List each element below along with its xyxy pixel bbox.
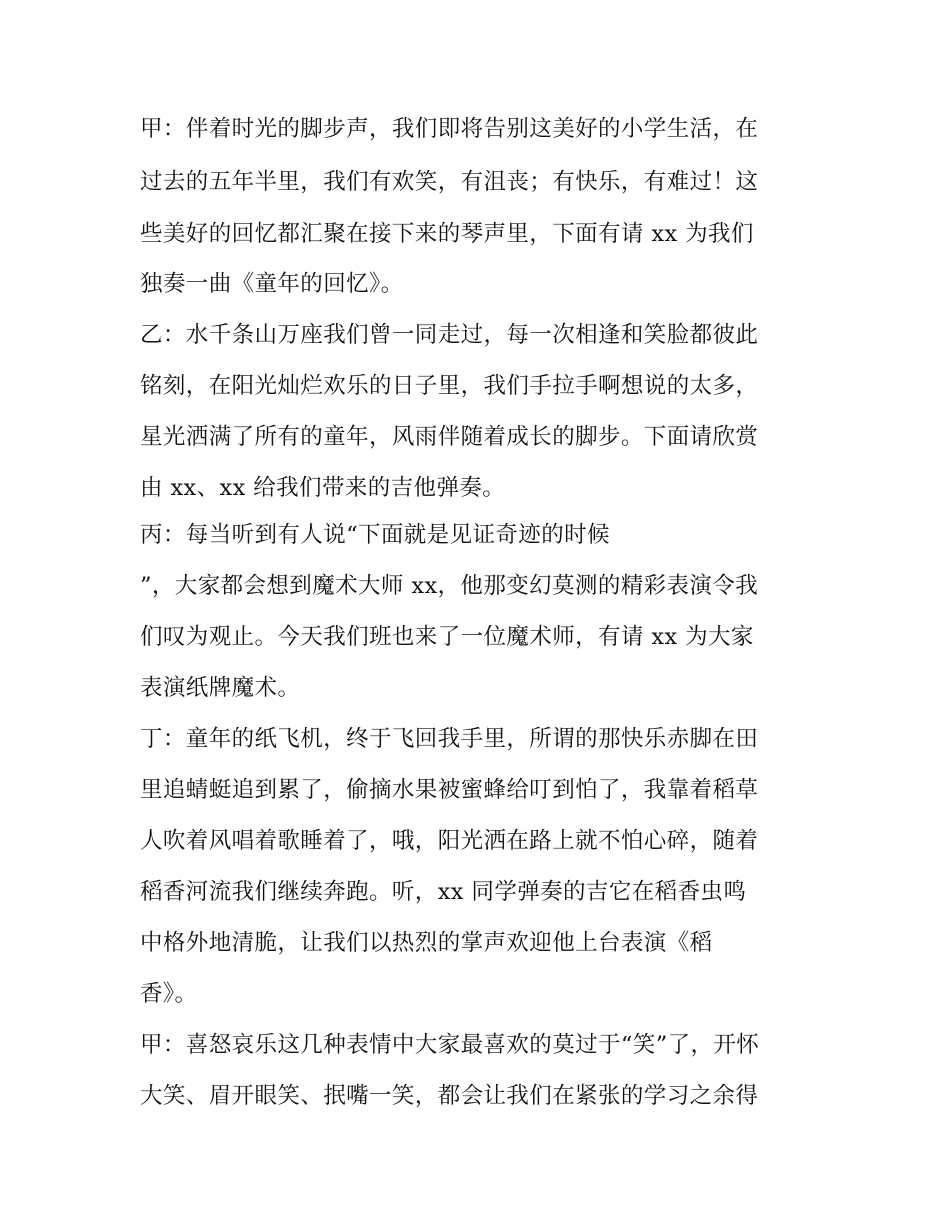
paragraph-3-line-2: ”，大家都会想到魔术大师 xx，他那变幻莫测的精彩表演令我 <box>140 573 759 599</box>
paragraph-2-line-3: 星光洒满了所有的童年，风雨伴随着成长的脚步。下面请欣赏 <box>140 424 759 450</box>
paragraph-3-line-1: 丙：每当听到有人说“下面就是见证奇迹的时候 <box>140 522 610 548</box>
paragraph-2-line-4: 由 xx、xx 给我们带来的吉他弹奏。 <box>140 475 506 501</box>
paragraph-4-line-4: 稻香河流我们继续奔跑。听，xx 同学弹奏的吉它在稻香虫鸣 <box>140 879 747 905</box>
paragraph-4-line-5: 中格外地清脆，让我们以热烈的掌声欢迎他上台表演《稻 <box>140 930 713 956</box>
paragraph-1-line-3: 些美好的回忆都汇聚在接下来的琴声里，下面有请 xx 为我们 <box>140 221 754 247</box>
paragraph-4-line-3: 人吹着风唱着歌睡着了，哦，阳光洒在路上就不怕心碎，随着 <box>140 828 759 854</box>
paragraph-5-line-1: 甲：喜怒哀乐这几种表情中大家最喜欢的莫过于“笑”了，开怀 <box>140 1032 760 1058</box>
paragraph-3-line-4: 表演纸牌魔术。 <box>140 675 301 701</box>
paragraph-1-line-2: 过去的五年半里，我们有欢笑，有沮丧；有快乐，有难过！这 <box>140 169 759 195</box>
paragraph-1-line-4: 独奏一曲《童年的回忆》。 <box>140 271 404 297</box>
paragraph-3-line-3: 们叹为观止。今天我们班也来了一位魔术师，有请 xx 为大家 <box>140 624 754 650</box>
paragraph-2-line-1: 乙：水千条山万座我们曾一同走过，每一次相逢和笑脸都彼此 <box>140 322 759 348</box>
paragraph-4-line-1: 丁：童年的纸飞机，终于飞回我手里，所谓的那快乐赤脚在田 <box>140 726 759 752</box>
paragraph-4-line-6: 香》。 <box>140 981 198 1007</box>
paragraph-4-line-2: 里追蜻蜓追到累了，偷摘水果被蜜蜂给叮到怕了，我靠着稻草 <box>140 777 759 803</box>
paragraph-5-line-2: 大笑、眉开眼笑、抿嘴一笑，都会让我们在紧张的学习之余得 <box>140 1083 759 1109</box>
paragraph-2-line-2: 铭刻，在阳光灿烂欢乐的日子里，我们手拉手啊想说的太多， <box>140 373 759 399</box>
paragraph-1-line-1: 甲：伴着时光的脚步声，我们即将告别这美好的小学生活，在 <box>140 116 759 142</box>
